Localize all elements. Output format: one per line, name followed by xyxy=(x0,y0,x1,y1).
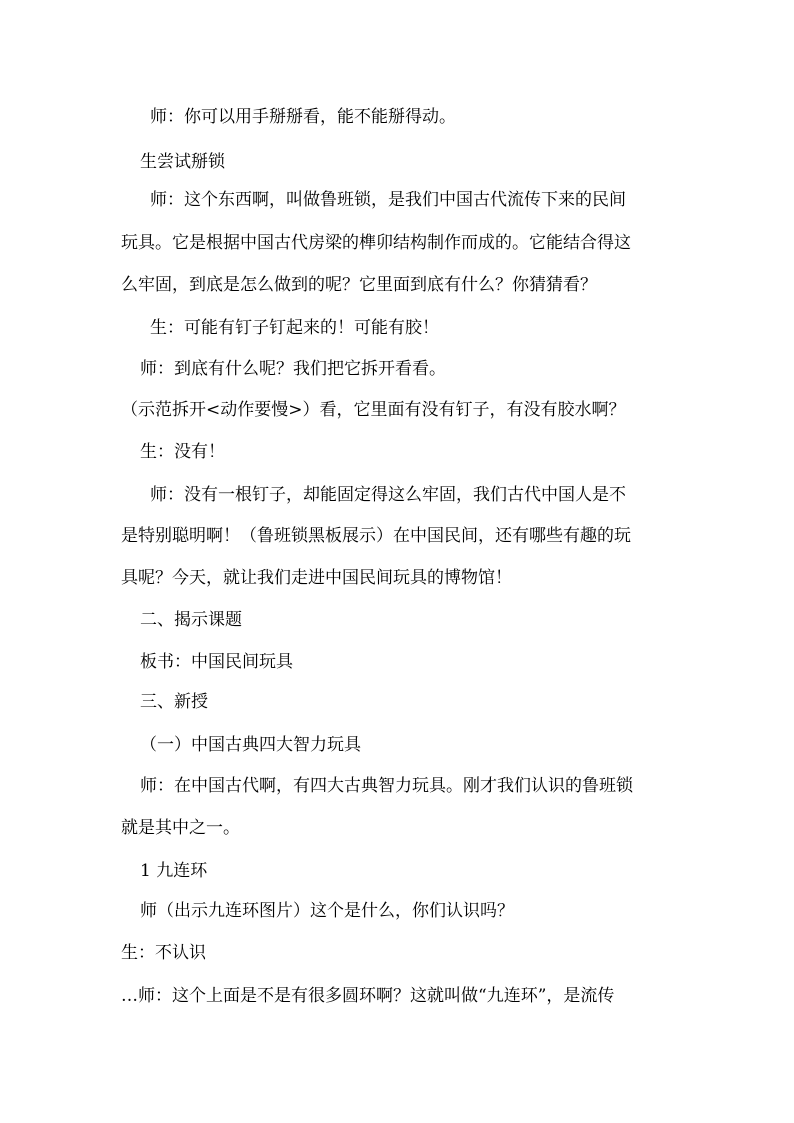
paragraph-line: 生：可能有钉子钉起来的！可能有胶！ xyxy=(150,318,439,338)
section-heading: 三、新授 xyxy=(140,692,208,712)
paragraph-line: …师：这个上面是不是有很多圆环啊？这就叫做“九连环”，是流传 xyxy=(121,986,615,1006)
item-heading: 1 九连环 xyxy=(140,861,208,881)
paragraph-line: 师：你可以用手掰掰看，能不能掰得动。 xyxy=(150,107,456,127)
paragraph-line: 师（出示九连环图片）这个是什么，你们认识吗？ xyxy=(140,901,514,921)
section-heading: 二、揭示课题 xyxy=(140,610,242,630)
subsection-heading: （一）中国古典四大智力玩具 xyxy=(140,735,361,755)
paragraph-line: 就是其中之一。 xyxy=(121,818,240,838)
paragraph-line: （示范拆开<动作要慢>）看，它里面有没有钉子，有没有胶水啊？ xyxy=(121,400,626,420)
paragraph-line: 生尝试掰锁 xyxy=(140,152,225,172)
paragraph-line: 师：这个东西啊，叫做鲁班锁，是我们中国古代流传下来的民间 xyxy=(150,190,626,210)
paragraph-line: 师：到底有什么呢？我们把它拆开看看。 xyxy=(140,359,446,379)
paragraph-line: 是特别聪明啊！（鲁班锁黑板展示）在中国民间，还有哪些有趣的玩 xyxy=(121,526,631,546)
paragraph-line: 师：没有一根钉子，却能固定得这么牢固，我们古代中国人是不 xyxy=(150,485,626,505)
paragraph-line: 生：没有！ xyxy=(140,442,225,462)
paragraph-line: 玩具。它是根据中国古代房梁的榫卯结构制作而成的。它能结合得这 xyxy=(121,233,631,253)
paragraph-line: 师：在中国古代啊，有四大古典智力玩具。刚才我们认识的鲁班锁 xyxy=(140,776,633,796)
paragraph-line: 具呢？今天，就让我们走进中国民间玩具的博物馆！ xyxy=(121,568,512,588)
paragraph-line: 么牢固，到底是怎么做到的呢？它里面到底有什么？你猜猜看？ xyxy=(121,275,597,295)
paragraph-line: 生：不认识 xyxy=(121,943,206,963)
paragraph-line: 板书：中国民间玩具 xyxy=(140,652,293,672)
